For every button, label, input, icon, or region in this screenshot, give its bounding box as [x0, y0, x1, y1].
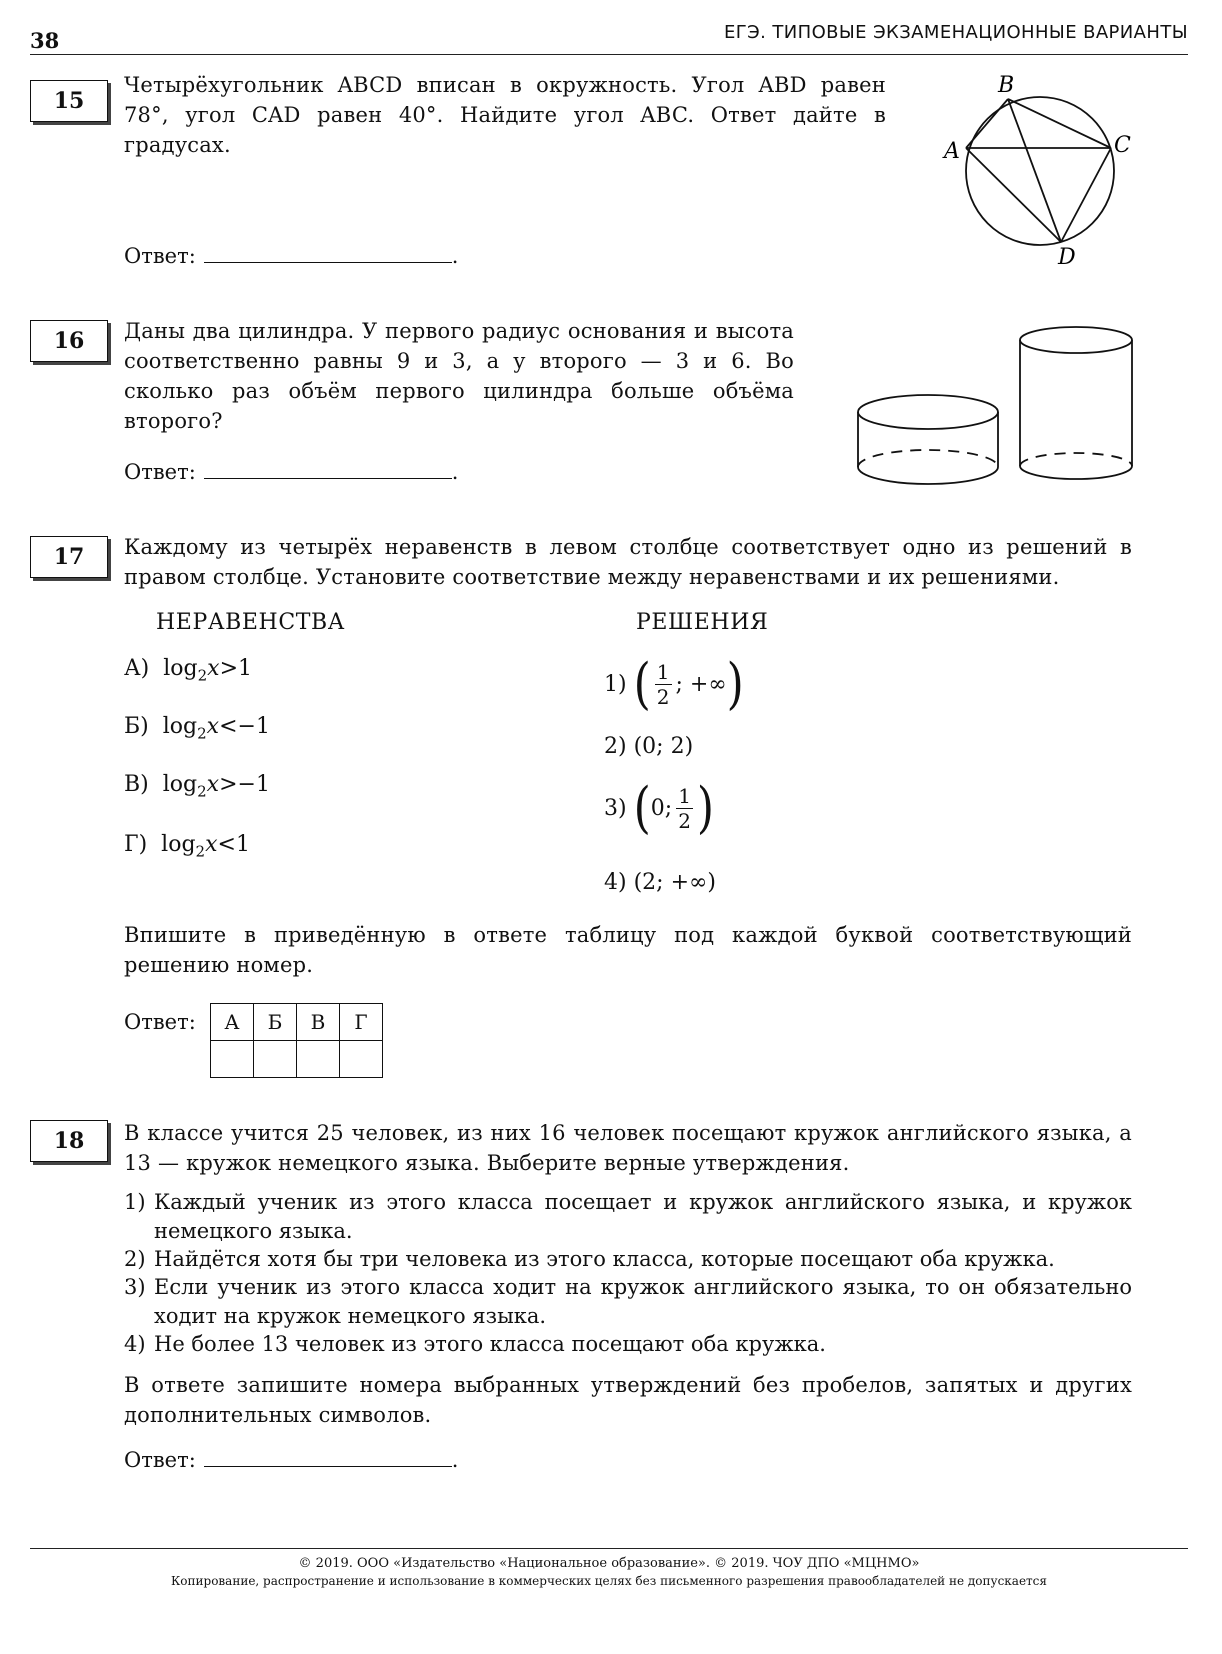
answer-label: Ответ:: [124, 1448, 196, 1472]
solution-2: 2) (0; 2): [604, 734, 694, 759]
inequalities-header: НЕРАВЕНСТВА: [156, 610, 346, 635]
solution-1: 1) ( $\frac{1}{2}$ ; +∞ ): [604, 652, 744, 716]
answer-field[interactable]: [204, 458, 452, 479]
table-header-a: А: [211, 1004, 254, 1041]
task-17-answer-label: Ответ:: [124, 1010, 196, 1034]
task-16-answer: [124, 458, 458, 484]
inequality-b: Б) $\log_2x<-1$: [124, 714, 270, 743]
label-b: B: [998, 73, 1015, 98]
task-15-answer: [124, 242, 458, 268]
answer-end: .: [451, 1448, 459, 1472]
inequality-a: А) $\log_2x>1$: [124, 656, 253, 685]
solution-4: 4) (2; +∞): [604, 870, 716, 895]
footer-copyright: © 2019. ООО «Издательство «Национальное образование». © 2019. ЧОУ ДПО «МЦНМО»: [298, 1556, 920, 1571]
cylinders-figure: [850, 316, 1142, 516]
answer-label: Ответ:: [124, 460, 196, 484]
running-header: ЕГЭ. ТИПОВЫЕ ЭКЗАМЕНАЦИОННЫЕ ВАРИАНТЫ: [724, 22, 1188, 43]
tall-cylinder: [1020, 327, 1132, 479]
task-15-number: 15: [30, 80, 108, 122]
footer-divider: [30, 1548, 1188, 1549]
answer-cell-a[interactable]: [211, 1041, 254, 1078]
task-17-text: Каждому из четырёх неравенств в левом столбце соответствует одно из решений в правом столбце. Установите соответствие между неравенствами и их решениями.: [124, 535, 1132, 589]
table-header-g: Г: [340, 1004, 383, 1041]
inscribed-quadrilateral-figure: [936, 70, 1136, 270]
answer-end: .: [451, 460, 459, 484]
statement-4: 4) Не более 13 человек из этого класса посещают оба кружка.: [124, 1332, 826, 1356]
task-18-text: В классе учится 25 человек, из них 16 человек посещают кружок английского языка, а 13 — кружок немецкого языка. Выберите верные утверждения.: [124, 1121, 1132, 1175]
table-header-b: Б: [254, 1004, 297, 1041]
answer-table: [210, 1003, 383, 1078]
task-18-instruction: В ответе запишите номера выбранных утверждений без пробелов, запятых и других дополнительных символов.: [124, 1373, 1132, 1427]
task-17-instruction: Впишите в приведённую в ответе таблицу под каждой буквой соответствующий решению номер.: [124, 923, 1132, 977]
table-header-v: В: [297, 1004, 340, 1041]
statement-2: 2) Найдётся хотя бы три человека из этого класса, которые посещают оба кружка.: [124, 1247, 1055, 1271]
answer-cell-v[interactable]: [297, 1041, 340, 1078]
inequality-g: Г) $\log_2x<1$: [124, 832, 250, 861]
task-18-answer: [124, 1446, 458, 1472]
statement-1: 1) Каждый ученик из этого класса посещает и кружок английского языка, и кружок немецкого языка.: [124, 1190, 1132, 1243]
answer-label: Ответ:: [124, 244, 196, 268]
task-16-text: Даны два цилиндра. У первого радиус основания и высота соответственно равны 9 и 3, а у второго — 3 и 6. Во сколько раз объём первого цилиндра больше объёма второго?: [124, 319, 794, 433]
answer-field[interactable]: [204, 242, 452, 263]
answer-cell-b[interactable]: [254, 1041, 297, 1078]
label-a: A: [944, 139, 960, 164]
inequality-v: В) $\log_2x>-1$: [124, 772, 270, 801]
task-16-number: 16: [30, 320, 108, 362]
wide-cylinder: [858, 395, 998, 484]
page-number: 38: [30, 28, 60, 53]
task-18-number: 18: [30, 1120, 108, 1162]
answer-end: .: [451, 244, 459, 268]
footer-notice: Копирование, распространение и использование в коммерческих целях без письменного разрешения правообладателей не допускается: [171, 1574, 1047, 1588]
solution-3: 3) ( 0; $\frac{1}{2}$ ): [604, 776, 715, 840]
answer-field[interactable]: [204, 1446, 452, 1467]
label-d: D: [1058, 245, 1076, 270]
solutions-header: РЕШЕНИЯ: [636, 610, 769, 635]
statement-3: 3) Если ученик из этого класса ходит на кружок английского языка, то он обязательно ходит на кружок немецкого языка.: [124, 1275, 1132, 1328]
task-15-text: Четырёхугольник ABCD вписан в окружность. Угол ABD равен 78°, угол CAD равен 40°. Найдите угол ABC. Ответ дайте в градусах.: [124, 73, 886, 157]
label-c: C: [1114, 133, 1131, 158]
answer-cell-g[interactable]: [340, 1041, 383, 1078]
header-divider: [30, 54, 1188, 55]
task-17-number: 17: [30, 536, 108, 578]
